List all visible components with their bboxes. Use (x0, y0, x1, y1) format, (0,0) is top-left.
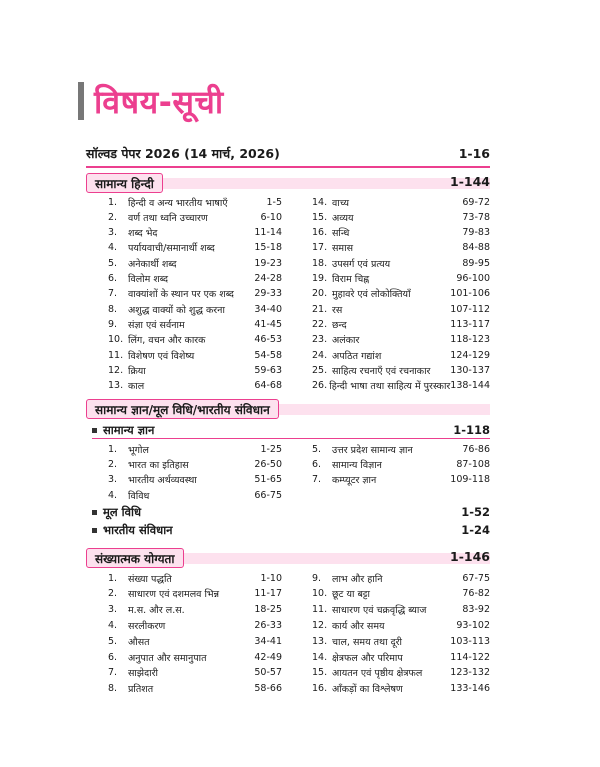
entry-label: मुहावरे एवं लोकोक्तियाँ (332, 289, 411, 301)
entry-number: 16. (312, 683, 328, 695)
entry-label: अनुपात और समानुपात (128, 652, 207, 664)
entry-pages: 26-50 (254, 458, 282, 470)
entry-label: समास (332, 243, 353, 255)
entry-pages: 114-122 (450, 651, 490, 663)
toc-entry (312, 571, 490, 585)
entry-number: 9. (108, 318, 118, 330)
entry-label: लिंग, वचन और कारक (128, 335, 206, 347)
entry-number: 19. (312, 273, 328, 284)
entry-pages: 107-112 (450, 303, 490, 315)
toc-entry (108, 241, 282, 255)
subsection-header (92, 504, 490, 520)
entry-number: 11. (312, 604, 328, 616)
entry-label: छन्द (332, 319, 347, 331)
entry-label: साहित्य रचनाएँ एवं रचनाकार (332, 365, 431, 377)
title-bar (78, 82, 84, 120)
entry-pages: 18-25 (254, 604, 282, 616)
entry-label: वाच्य (332, 197, 350, 209)
entry-label: प्रतिशत (128, 684, 154, 696)
toc-entry (312, 666, 490, 680)
entry-number: 14. (312, 651, 328, 663)
entry-number: 26. (312, 380, 328, 392)
entry-number: 18. (312, 257, 328, 269)
entry-pages: 87-108 (456, 458, 490, 470)
entry-pages: 73-78 (462, 211, 490, 223)
toc-entry (108, 442, 282, 456)
entry-label: आँकड़ों का विश्लेषण (332, 684, 403, 696)
toc-entry (108, 587, 282, 601)
entry-number: 6. (312, 458, 322, 470)
entry-pages: 64-68 (254, 380, 282, 392)
entry-label: क्रिया (128, 365, 146, 377)
subsection-title: मूल विधि (103, 504, 142, 519)
entry-number: 2. (108, 588, 118, 600)
entry-pages: 118-123 (450, 334, 490, 346)
toc-entry (108, 348, 282, 362)
entry-pages: 109-118 (450, 474, 490, 486)
toc-entry (108, 317, 282, 331)
entry-number: 7. (108, 667, 118, 679)
entry-label: संज्ञा एवं सर्वनाम (128, 319, 185, 331)
toc-entry (108, 571, 282, 585)
entry-label: कम्प्यूटर ज्ञान (332, 475, 377, 487)
toc-entry (312, 379, 490, 393)
entry-pages: 29-33 (254, 288, 282, 300)
entry-pages: 51-65 (254, 474, 282, 486)
entry-number: 8. (108, 683, 118, 695)
entry-number: 10. (312, 588, 328, 600)
toc-entry (108, 195, 282, 209)
entry-label: अलंकार (332, 335, 360, 347)
toc-entry (312, 457, 490, 471)
entry-label: विराम चिह्न (332, 274, 370, 285)
entry-number: 3. (108, 474, 118, 486)
toc-entry (312, 618, 490, 632)
entry-number: 24. (312, 349, 328, 361)
entry-label: कार्य और समय (332, 620, 385, 632)
toc-entry (108, 226, 282, 240)
toc-entry (312, 226, 490, 240)
entry-number: 4. (108, 619, 118, 631)
section-range: 1-144 (450, 174, 490, 189)
toc-entry (312, 302, 490, 316)
toc-entry (312, 256, 490, 270)
entry-number: 25. (312, 364, 328, 376)
toc-entry (312, 317, 490, 331)
entry-pages: 101-106 (450, 288, 490, 300)
entry-pages: 96-100 (456, 273, 490, 284)
section-title: संख्यात्मक योग्यता (86, 548, 184, 568)
entry-pages: 103-113 (450, 635, 490, 647)
entry-pages: 1-25 (260, 443, 282, 455)
entry-label: विशेषण एवं विशेष्य (128, 350, 195, 362)
entry-number: 4. (108, 242, 118, 254)
toc-entry (108, 634, 282, 648)
entry-number: 22. (312, 318, 328, 330)
entry-number: 8. (108, 303, 118, 315)
toc-entry (108, 256, 282, 270)
entry-label: अपठित गद्यांश (332, 350, 382, 362)
entry-label: विविध (128, 490, 150, 502)
toc-entry (108, 272, 282, 286)
entry-pages: 50-57 (254, 667, 282, 679)
entry-number: 3. (108, 604, 118, 616)
toc-entry (312, 210, 490, 224)
entry-number: 5. (312, 443, 322, 455)
section-header-gk (86, 399, 490, 419)
entry-label: उपसर्ग एवं प्रत्यय (332, 258, 391, 270)
entry-pages: 46-53 (254, 334, 282, 346)
entry-number: 4. (108, 489, 118, 501)
entry-label: सामान्य विज्ञान (332, 459, 382, 471)
subsection-range: 1-118 (453, 423, 490, 437)
solved-paper-row (86, 143, 490, 163)
entry-number: 6. (108, 273, 118, 284)
section-header-math (86, 548, 490, 568)
entry-pages: 89-95 (462, 257, 490, 269)
entry-pages: 26-33 (254, 619, 282, 631)
page-title-block (78, 78, 224, 124)
entry-label: अव्यय (332, 212, 354, 224)
entry-label: हिन्दी व अन्य भारतीय भाषाएँ (128, 197, 228, 209)
entry-number: 9. (312, 572, 322, 584)
entry-number: 5. (108, 635, 118, 647)
entry-label: औसत (128, 636, 150, 648)
entry-pages: 113-117 (450, 318, 490, 330)
subsection-header (92, 422, 490, 438)
subsection-range: 1-24 (461, 523, 490, 537)
entry-label: चाल, समय तथा दूरी (332, 636, 402, 648)
entry-pages: 83-92 (462, 604, 490, 616)
entry-number: 23. (312, 334, 328, 346)
entry-number: 7. (108, 288, 118, 300)
entry-number: 20. (312, 288, 328, 300)
entry-pages: 15-18 (254, 242, 282, 254)
toc-entry (312, 272, 490, 286)
entry-pages: 130-137 (450, 364, 490, 376)
subsection-title-wrap (92, 505, 141, 520)
entry-label: साझेदारी (128, 668, 158, 680)
entry-pages: 41-45 (254, 318, 282, 330)
toc-entry (312, 348, 490, 362)
toc-entry (108, 473, 282, 487)
entry-pages: 76-86 (462, 443, 490, 455)
entry-label: लाभ और हानि (332, 573, 383, 585)
solved-paper-pages: 1-16 (458, 145, 490, 161)
toc-entry (312, 195, 490, 209)
toc-entry (108, 302, 282, 316)
entry-number: 14. (312, 196, 328, 208)
entry-pages: 66-75 (254, 489, 282, 501)
section-header-hindi (86, 173, 490, 193)
entry-pages: 123-132 (450, 667, 490, 679)
toc-entry (312, 587, 490, 601)
entry-number: 10. (108, 334, 124, 346)
entry-label: विलोम शब्द (128, 274, 169, 285)
entry-label: छूट या बट्टा (332, 589, 370, 601)
entry-label: साधारण एवं दशमलव भिन्न (128, 589, 219, 601)
toc-entry (108, 287, 282, 301)
toc-entry (312, 603, 490, 617)
toc-entry (312, 333, 490, 347)
subsection-title-wrap (92, 523, 173, 538)
entry-label: आयतन एवं पृष्ठीय क्षेत्रफल (332, 668, 423, 680)
entry-label: रस (332, 304, 343, 316)
bullet-square-icon (92, 428, 97, 433)
toc-entry (108, 650, 282, 664)
subsection-range: 1-52 (461, 505, 490, 519)
entry-pages: 124-129 (450, 349, 490, 361)
toc-entry (108, 333, 282, 347)
toc-entry (312, 650, 490, 664)
entry-label: पर्यायवाची/समानार्थी शब्द (128, 243, 215, 255)
entry-number: 12. (108, 364, 124, 376)
entry-pages: 19-23 (254, 257, 282, 269)
entry-number: 1. (108, 572, 118, 584)
entry-label: वाक्यांशों के स्थान पर एक शब्द (128, 289, 234, 301)
toc-entry (108, 363, 282, 377)
section-title: सामान्य ज्ञान/मूल विधि/भारतीय संविधान (86, 399, 279, 419)
toc-entry (108, 457, 282, 471)
entry-number: 6. (108, 651, 118, 663)
solved-paper-underline (86, 166, 490, 168)
entry-label: शब्द भेद (128, 228, 158, 240)
section-title: सामान्य हिन्दी (86, 173, 163, 193)
entry-label: अशुद्ध वाक्यों को शुद्ध करना (128, 304, 225, 316)
entry-label: सरलीकरण (128, 620, 166, 632)
entry-pages: 6-10 (260, 211, 282, 223)
entry-label: उत्तर प्रदेश सामान्य ज्ञान (332, 444, 413, 456)
section-range: 1-146 (450, 549, 490, 564)
entry-pages: 42-49 (254, 651, 282, 663)
toc-entry (108, 666, 282, 680)
toc-entry (108, 682, 282, 696)
entry-pages: 11-17 (254, 588, 282, 600)
toc-entry (108, 618, 282, 632)
entry-number: 13. (108, 380, 124, 392)
entry-number: 15. (312, 667, 328, 679)
entry-pages: 1-5 (266, 196, 282, 208)
entry-number: 5. (108, 257, 118, 269)
solved-paper-label: सॉल्वड पेपर 2026 (14 मार्च, 2026) (86, 145, 280, 161)
entry-number: 17. (312, 242, 328, 254)
entry-pages: 54-58 (254, 349, 282, 361)
bullet-square-icon (92, 510, 97, 515)
entry-pages: 24-28 (254, 273, 282, 284)
entry-number: 21. (312, 303, 328, 315)
entry-label: भारतीय अर्थव्यवस्था (128, 475, 197, 487)
entry-pages: 34-41 (254, 635, 282, 647)
entry-label: अनेकार्थी शब्द (128, 258, 177, 270)
entry-label: काल (128, 381, 145, 393)
entry-label: भारत का इतिहास (128, 459, 189, 471)
subsection-header (92, 522, 490, 538)
entry-number: 2. (108, 458, 118, 470)
toc-entry (312, 634, 490, 648)
entry-pages: 84-88 (462, 242, 490, 254)
entry-pages: 59-63 (254, 364, 282, 376)
entry-label: हिन्दी भाषा तथा साहित्य में पुरस्कार (329, 381, 451, 393)
subsection-underline (92, 438, 490, 439)
toc-entry (312, 442, 490, 456)
entry-number: 3. (108, 227, 118, 239)
entry-number: 11. (108, 349, 124, 361)
entry-pages: 93-102 (456, 619, 490, 631)
toc-entry (312, 241, 490, 255)
entry-number: 2. (108, 211, 118, 223)
entry-number: 1. (108, 196, 118, 208)
entry-number: 15. (312, 211, 328, 223)
entry-pages: 133-146 (450, 683, 490, 695)
entry-label: वर्ण तथा ध्वनि उच्चारण (128, 212, 208, 224)
entry-pages: 76-82 (462, 588, 490, 600)
entry-label: म.स. और ल.स. (128, 605, 185, 617)
toc-entry (108, 210, 282, 224)
toc-entry (108, 379, 282, 393)
entry-pages: 11-14 (254, 227, 282, 239)
entry-pages: 1-10 (260, 572, 282, 584)
toc-entry (108, 488, 282, 502)
page-title: विषय-सूची (94, 82, 224, 121)
entry-label: संख्या पद्धति (128, 573, 172, 585)
entry-pages: 138-144 (450, 380, 490, 392)
entry-number: 16. (312, 227, 328, 239)
entry-number: 1. (108, 443, 118, 455)
toc-entry (312, 473, 490, 487)
subsection-title: भारतीय संविधान (103, 522, 173, 537)
entry-pages: 58-66 (254, 683, 282, 695)
entry-number: 12. (312, 619, 328, 631)
entry-label: सन्धि (332, 228, 350, 240)
toc-entry (312, 682, 490, 696)
entry-pages: 79-83 (462, 227, 490, 239)
entry-pages: 34-40 (254, 303, 282, 315)
entry-label: क्षेत्रफल और परिमाप (332, 652, 403, 664)
entry-label: भूगोल (128, 444, 149, 456)
toc-entry (108, 603, 282, 617)
entry-pages: 67-75 (462, 572, 490, 584)
entry-number: 7. (312, 474, 322, 486)
toc-entry (312, 363, 490, 377)
toc-entry (312, 287, 490, 301)
entry-number: 13. (312, 635, 328, 647)
subsection-title-wrap (92, 423, 154, 438)
subsection-title: सामान्य ज्ञान (103, 422, 155, 437)
entry-label: साधारण एवं चक्रवृद्धि ब्याज (332, 605, 427, 617)
bullet-square-icon (92, 528, 97, 533)
entry-pages: 69-72 (462, 196, 490, 208)
